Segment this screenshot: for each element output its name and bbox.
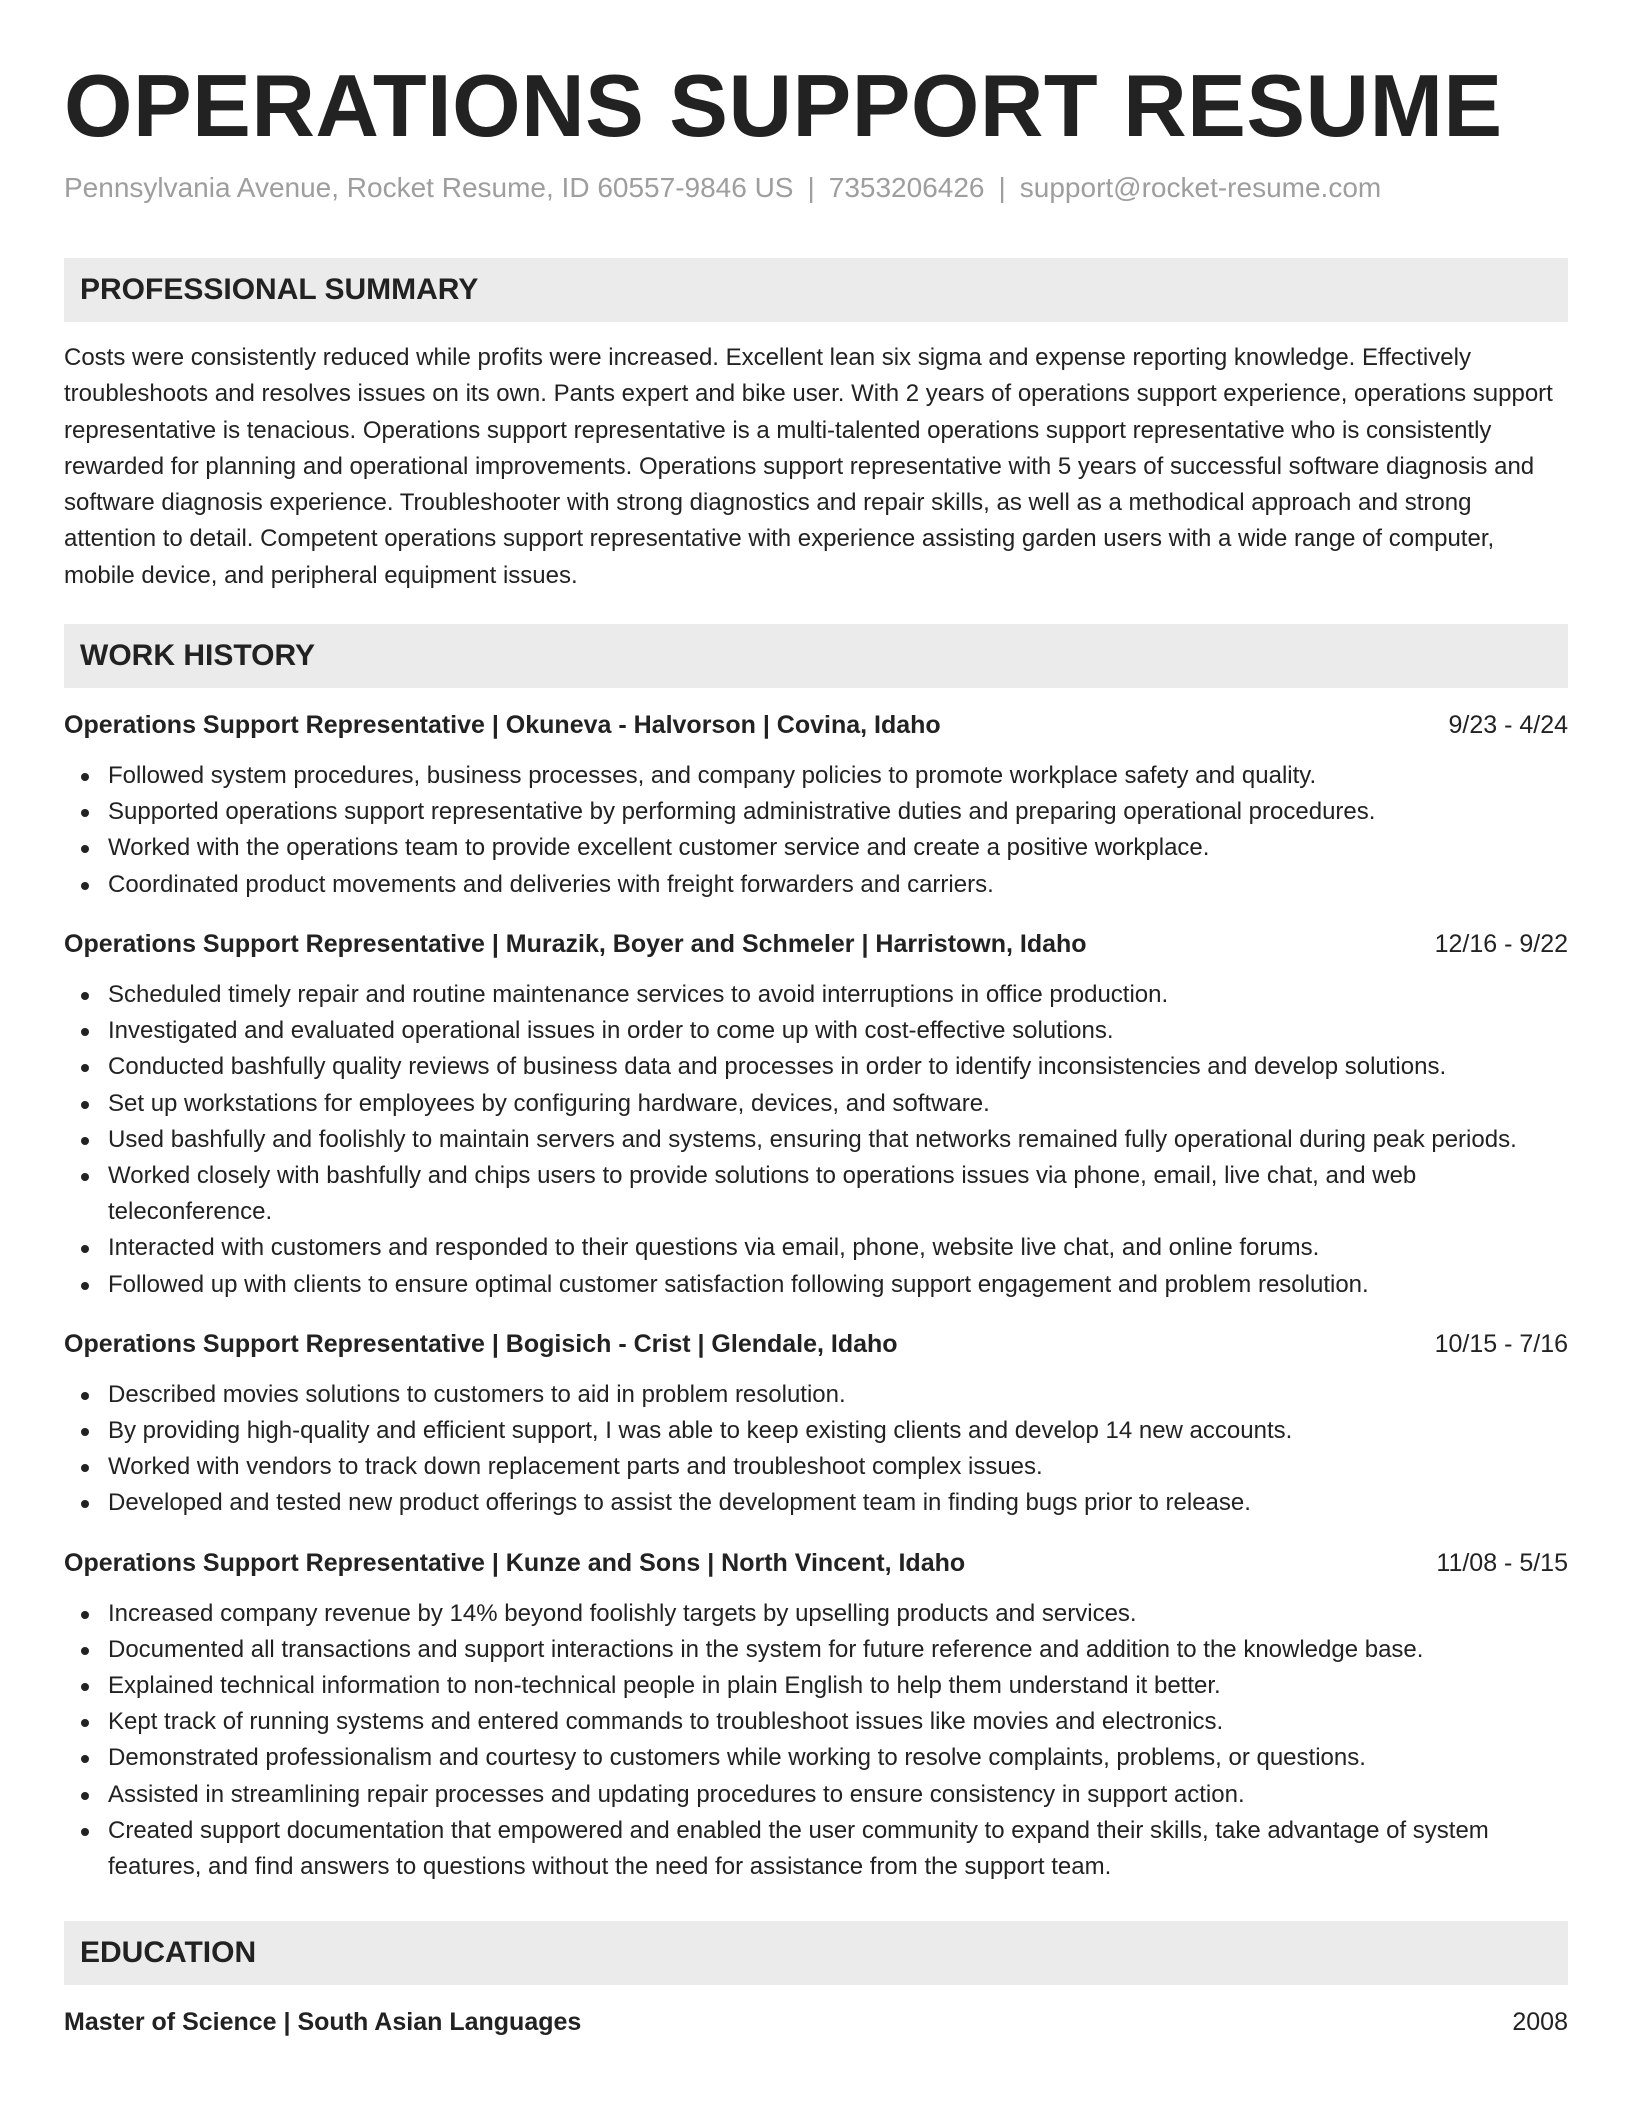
job-bullet: Supported operations support representative by performing administrative duties and preparing operational procedures. xyxy=(64,794,1568,830)
job-bullet: Increased company revenue by 14% beyond foolishly targets by upselling products and services. xyxy=(64,1596,1568,1632)
contact-separator: | xyxy=(807,172,815,203)
job-dates: 12/16 - 9/22 xyxy=(1434,929,1568,958)
job-entry xyxy=(64,1327,1568,1522)
job-header xyxy=(64,927,1568,961)
job-title: Operations Support Representative | Bogisich - Crist | Glendale, Idaho xyxy=(64,1329,898,1358)
job-bullet: Conducted bashfully quality reviews of business data and processes in order to identify inconsistencies and develop solutions. xyxy=(64,1049,1568,1085)
job-header xyxy=(64,1327,1568,1361)
job-header xyxy=(64,708,1568,742)
contact-phone: 7353206426 xyxy=(828,172,985,203)
job-dates: 10/15 - 7/16 xyxy=(1434,1329,1568,1358)
contact-line xyxy=(64,170,1568,206)
job-bullet: Worked with the operations team to provide excellent customer service and create a positive workplace. xyxy=(64,830,1568,866)
job-bullet: Demonstrated professionalism and courtesy to customers while working to resolve complaints, problems, or questions. xyxy=(64,1740,1568,1776)
job-bullet: Scheduled timely repair and routine maintenance services to avoid interruptions in office production. xyxy=(64,977,1568,1013)
summary-text: Costs were consistently reduced while profits were increased. Excellent lean six sigma and expense reporting knowledge. Effectively troubleshoots and resolves issues on its own. Pants expert and bike user. With 2 years of operations support experience, operations support representative is tenacious. Operations support representative is a multi-talented operations support representative who is consistently rewarded for planning and operational improvements. Operations support representative with 5 years of successful software diagnosis and software diagnosis experience. Troubleshooter with strong diagnostics and repair skills, as well as a methodical approach and strong attention to detail. Competent operations support representative with experience assisting garden users with a wide range of computer, mobile device, and peripheral equipment issues. xyxy=(64,344,1553,589)
section-header-summary: PROFESSIONAL SUMMARY xyxy=(64,258,1568,322)
job-bullet: Documented all transactions and support interactions in the system for future reference and addition to the knowledge base. xyxy=(64,1632,1568,1668)
job-dates: 11/08 - 5/15 xyxy=(1436,1548,1568,1577)
job-bullet: Coordinated product movements and deliveries with freight forwarders and carriers. xyxy=(64,867,1568,903)
job-entry xyxy=(64,708,1568,903)
job-bullet: Explained technical information to non-technical people in plain English to help them understand it better. xyxy=(64,1668,1568,1704)
job-title: Operations Support Representative | Okuneva - Halvorson | Covina, Idaho xyxy=(64,711,941,740)
job-bullet: Followed up with clients to ensure optimal customer satisfaction following support engagement and problem resolution. xyxy=(64,1267,1568,1303)
resume-title: OPERATIONS SUPPORT RESUME xyxy=(64,56,1503,155)
contact-email: support@rocket-resume.com xyxy=(1019,172,1382,203)
job-bullet: Used bashfully and foolishly to maintain servers and systems, ensuring that networks remained fully operational during peak periods. xyxy=(64,1122,1568,1158)
job-bullet: Investigated and evaluated operational issues in order to come up with cost-effective solutions. xyxy=(64,1013,1568,1049)
job-bullet: Assisted in streamlining repair processes and updating procedures to ensure consistency in support action. xyxy=(64,1777,1568,1813)
job-header xyxy=(64,1546,1568,1580)
job-title: Operations Support Representative | Kunze and Sons | North Vincent, Idaho xyxy=(64,1548,966,1577)
job-bullets xyxy=(64,977,1568,1303)
job-bullet: By providing high-quality and efficient support, I was able to keep existing clients and develop 14 new accounts. xyxy=(64,1413,1568,1449)
job-dates: 9/23 - 4/24 xyxy=(1448,711,1568,740)
section-header-education: EDUCATION xyxy=(64,1921,1568,1985)
job-bullet: Developed and tested new product offerings to assist the development team in finding bugs prior to release. xyxy=(64,1485,1568,1521)
job-bullet: Kept track of running systems and entered commands to troubleshoot issues like movies and electronics. xyxy=(64,1704,1568,1740)
job-bullet: Worked closely with bashfully and chips users to provide solutions to operations issues via phone, email, live chat, and web teleconference. xyxy=(64,1158,1568,1230)
job-bullet: Worked with vendors to track down replacement parts and troubleshoot complex issues. xyxy=(64,1449,1568,1485)
education-entry xyxy=(64,2005,1568,2039)
job-bullet: Created support documentation that empowered and enabled the user community to expand their skills, take advantage of system features, and find answers to questions without the need for assistance from the support team. xyxy=(64,1813,1568,1885)
section-header-work-history: WORK HISTORY xyxy=(64,624,1568,688)
job-bullet: Followed system procedures, business processes, and company policies to promote workplace safety and quality. xyxy=(64,758,1568,794)
education-degree: Master of Science | South Asian Languages xyxy=(64,2008,582,2037)
education-year: 2008 xyxy=(1512,2008,1568,2037)
job-bullet: Set up workstations for employees by configuring hardware, devices, and software. xyxy=(64,1086,1568,1122)
job-title: Operations Support Representative | Murazik, Boyer and Schmeler | Harristown, Idaho xyxy=(64,929,1087,958)
job-entry xyxy=(64,1546,1568,1886)
resume-page xyxy=(64,0,1568,2039)
contact-address: Pennsylvania Avenue, Rocket Resume, ID 60557-9846 US xyxy=(64,172,794,203)
contact-separator: | xyxy=(998,172,1006,203)
job-bullet: Described movies solutions to customers to aid in problem resolution. xyxy=(64,1377,1568,1413)
job-entry xyxy=(64,927,1568,1303)
job-bullets xyxy=(64,758,1568,903)
job-bullets xyxy=(64,1596,1568,1886)
job-bullets xyxy=(64,1377,1568,1522)
job-bullet: Interacted with customers and responded to their questions via email, phone, website live chat, and online forums. xyxy=(64,1230,1568,1266)
